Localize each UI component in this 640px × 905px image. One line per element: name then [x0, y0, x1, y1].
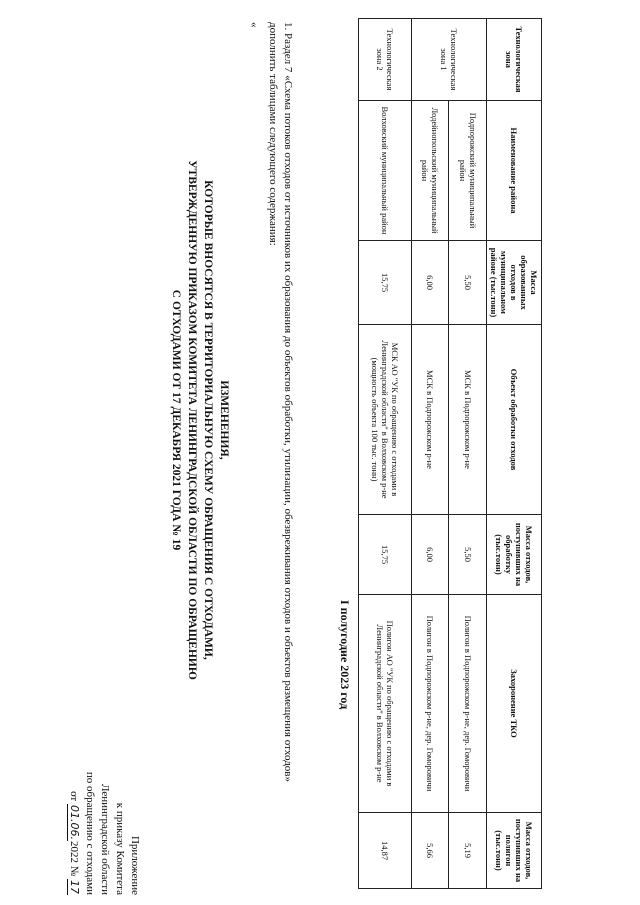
mass-landfill-cell: 14,87: [359, 813, 412, 889]
handwritten-date: 01.06.: [68, 805, 81, 840]
mass-landfill-cell: 5,19: [449, 813, 487, 889]
table-row: [449, 19, 487, 889]
appendix-date-line: [66, 745, 82, 895]
district-cell: Волховский муниципальный район: [359, 101, 412, 241]
mass-generated-cell: 5,50: [449, 241, 487, 325]
landfill-cell: Полигон в Подпорожском р-не, дер. Гоморовичи: [411, 595, 449, 813]
heading-line-3: УТВЕРЖДЕННУЮ ПРИКАЗОМ КОМИТЕТА ЛЕНИНГРАДСКОЙ ОБЛАСТИ ПО ОБРАЩЕНИЮ: [186, 160, 198, 680]
header-mass-landfill: Масса отходов, поступивших на полигон (тыс.тонн): [487, 813, 542, 889]
landfill-cell: Полигон АО "УК по обращению с отходами в Ленинградской области" в Волховском р-не: [359, 595, 412, 813]
mass-processed-cell: 5,50: [449, 515, 487, 595]
appendix-line-3: Ленинградской области: [99, 784, 111, 895]
date-prefix: от: [68, 791, 80, 802]
district-cell: Подпорожский муниципальный район: [449, 101, 487, 241]
appendix-line-1: Приложение: [129, 835, 141, 895]
heading-line-4: С ОТХОДАМИ ОТ 17 ДЕКАБРЯ 2021 ГОДА № 19: [170, 289, 182, 551]
header-district: Наименование района: [487, 101, 542, 241]
table-row: [411, 19, 449, 889]
mass-generated-cell: 6,00: [411, 241, 449, 325]
appendix-line-2: к приказу Комитета: [114, 802, 126, 895]
opening-quote: «: [248, 22, 260, 28]
mass-processed-cell: 15,75: [359, 515, 412, 595]
intro-text: 1. Раздел 7 «Схема потоков отходов от источников их образования до объектов обработки, утилизации, обезвреживания отходов и объектов размещения отходов» дополнить таблицами следующего содержания:: [267, 22, 294, 782]
header-mass-generated: Масса образованных отходов в муниципальном районе (тыс.тонн): [487, 241, 542, 325]
handwritten-number: 17: [68, 880, 81, 894]
waste-flow-table: [358, 18, 542, 889]
document-heading: [168, 140, 232, 700]
appendix-line-4: по обращению с отходами: [84, 771, 96, 895]
header-processing: Объект обработки отходов: [487, 325, 542, 515]
landfill-cell: Полигон в Подпорожском р-не, дер. Гоморовичи: [449, 595, 487, 813]
processing-cell: МСК в Подпорожском р-не: [449, 325, 487, 515]
mass-generated-cell: 15,75: [359, 241, 412, 325]
period-title: I полугодие 2023 год: [338, 600, 352, 710]
processing-cell: МСК в Подпорожском р-не: [411, 325, 449, 515]
zone-cell: Технологическая зона 2: [359, 19, 412, 101]
heading-line-2: КОТОРЫЕ ВНОСЯТСЯ В ТЕРРИТОРИАЛЬНУЮ СХЕМУ ОБРАЩЕНИЯ С ОТХОДАМИ,: [202, 180, 214, 660]
intro-paragraph: [246, 22, 295, 782]
appendix-note: [66, 745, 142, 895]
processing-cell: МСК АО "УК по обращению с отходами в Ленинградской области" в Волховском р-не (мощность объекта 100 тыс. тонн): [359, 325, 412, 515]
mass-landfill-cell: 5,66: [411, 813, 449, 889]
mass-processed-cell: 6,00: [411, 515, 449, 595]
heading-line-1: ИЗМЕНЕНИЯ,: [218, 380, 230, 460]
zone-cell: Технологическая зона 1: [411, 19, 486, 101]
table-header-row: [487, 19, 542, 889]
header-landfill: Захоронение ТКО: [487, 595, 542, 813]
district-cell: Лодейнопольский муниципальный район: [411, 101, 449, 241]
header-mass-processed: Масса отходов, поступивших на обработку (тыс.тонн): [487, 515, 542, 595]
year-text: 2022 №: [68, 841, 80, 877]
table-row: [359, 19, 412, 889]
header-zone: Технологическая зона: [487, 19, 542, 101]
